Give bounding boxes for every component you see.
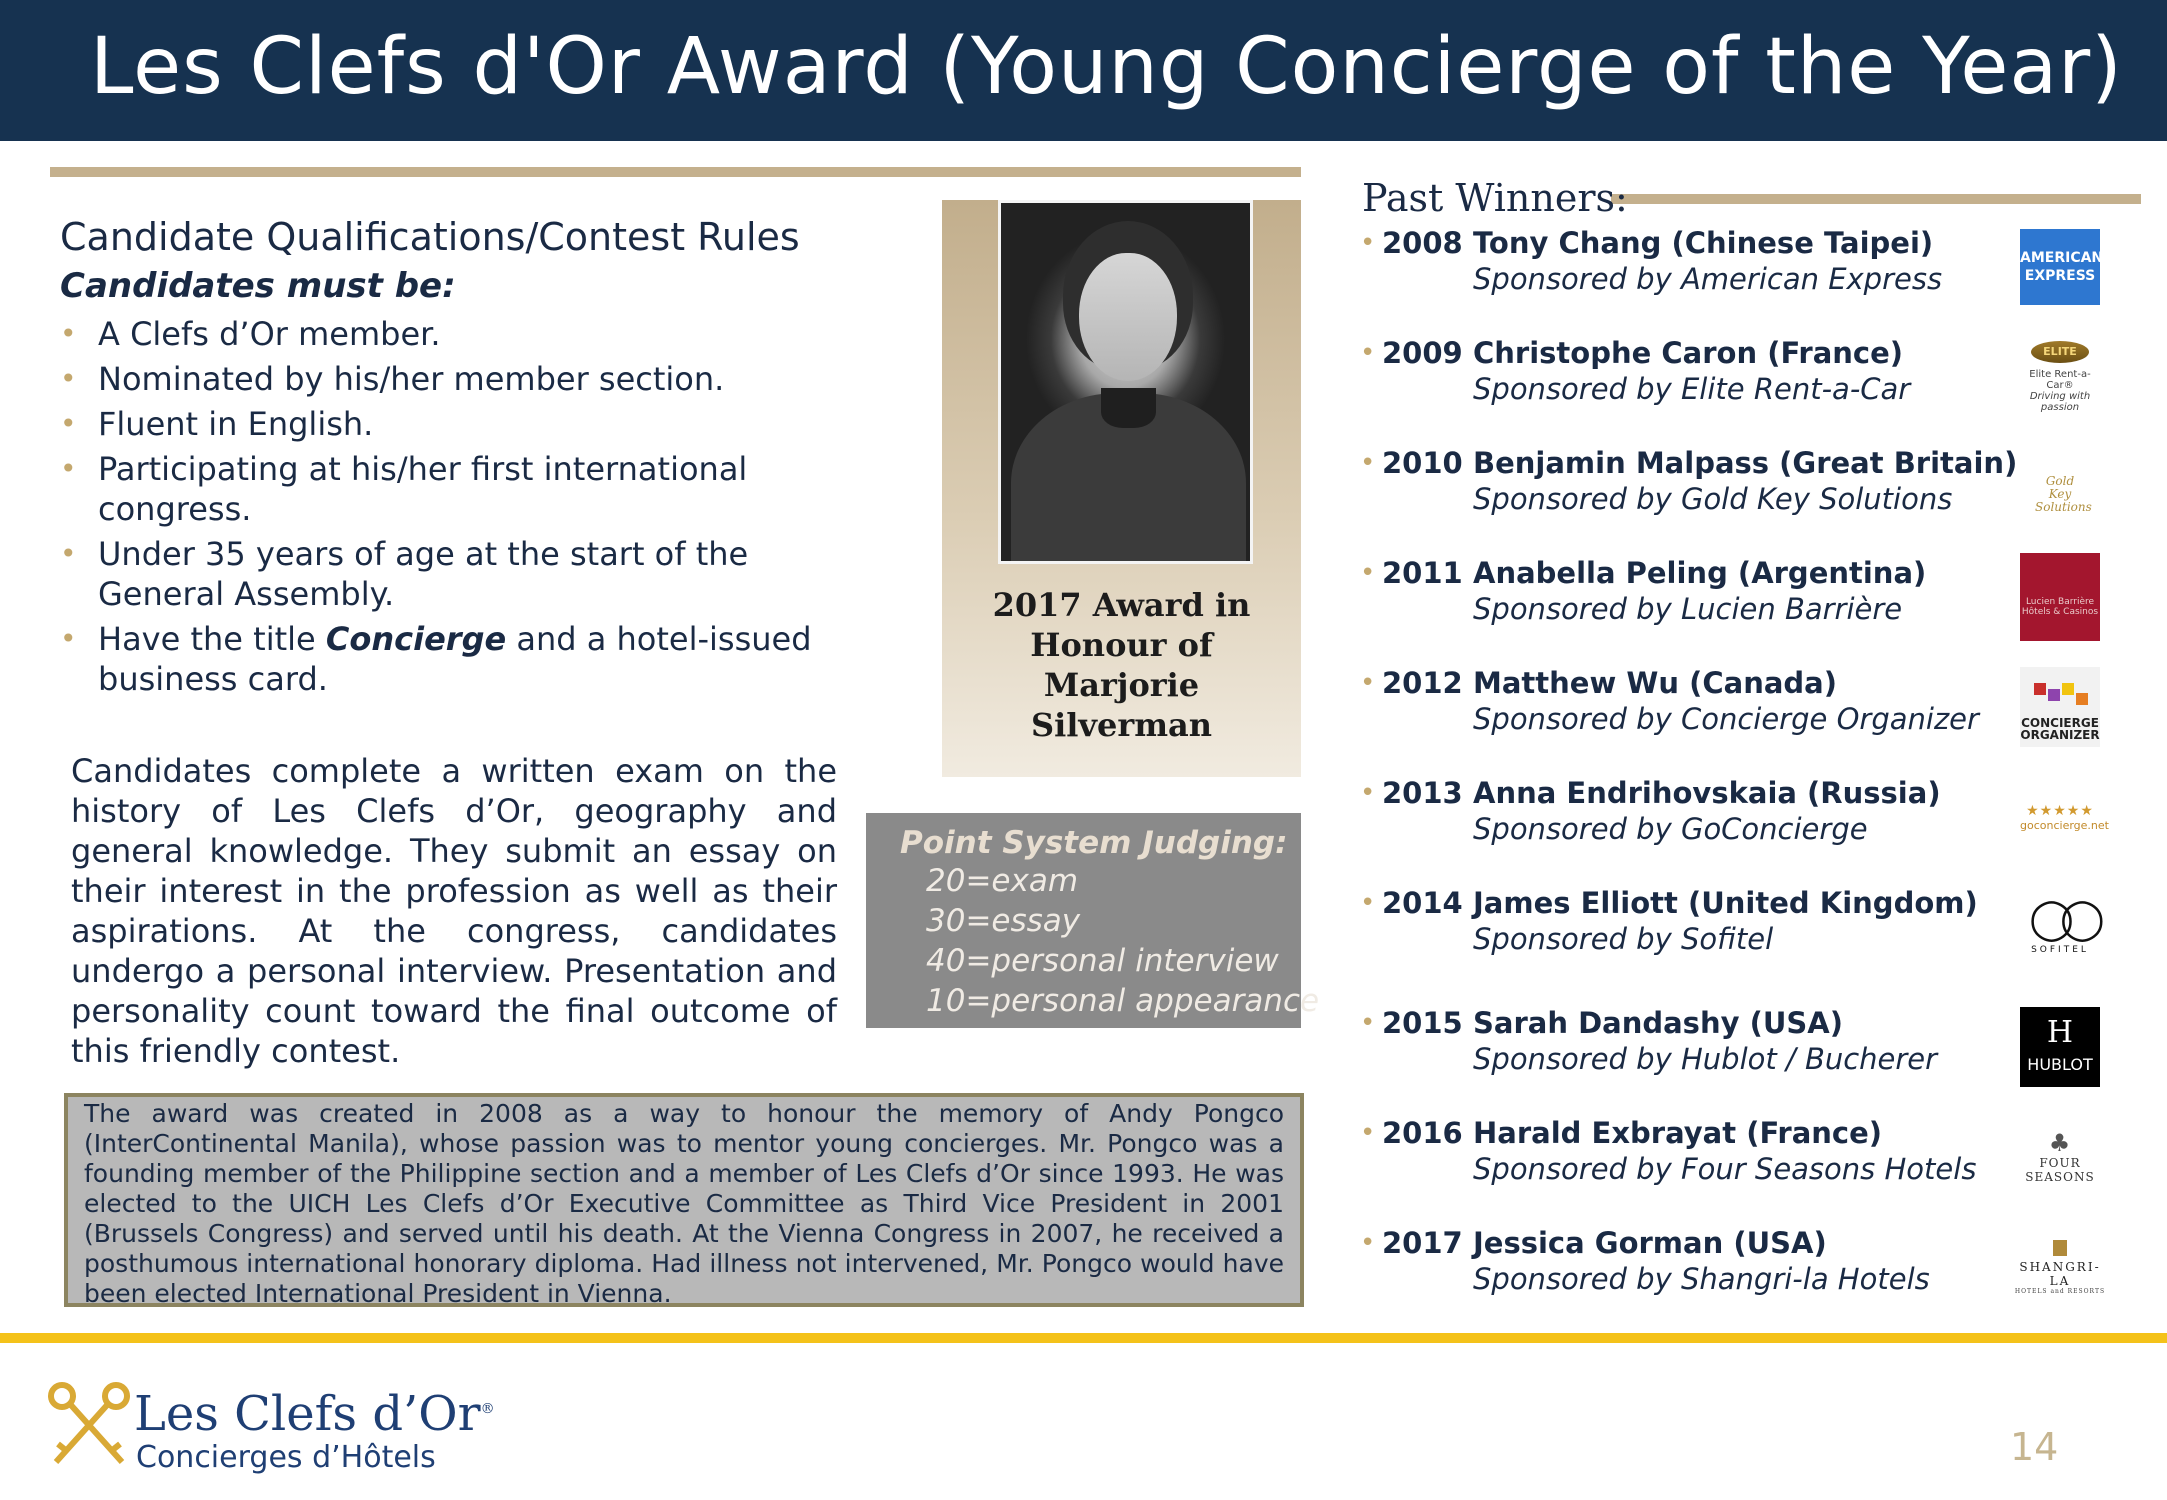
winner-year: 2009	[1382, 336, 1463, 370]
exam-description: Candidates complete a written exam on the history of Les Clefs d’Or, geography and general knowledge. They submit an essay on their interest in the profession as well as their aspirations. At the congress, candidates undergo a personal interview. Presentation and personality count toward the final outcome of this friendly contest.	[71, 752, 837, 1070]
winner-item	[1360, 1006, 2150, 1106]
portrait-collar	[1101, 388, 1156, 428]
registered-mark: ®	[480, 1401, 495, 1417]
point-system-box	[866, 813, 1320, 1028]
qualification-item: • Participating at his/her first international congress.	[60, 449, 860, 529]
logo-subtext: Elite Rent-a-Car®	[2029, 369, 2091, 391]
winner-sponsor: Sponsored by Shangri-la Hotels	[1473, 1262, 1930, 1296]
divider-rule-left	[50, 167, 1301, 177]
logo-fourseasons	[2010, 1130, 2110, 1184]
winner-sponsor: Sponsored by Concierge Organizer	[1473, 702, 1979, 736]
point-line: 20=exam	[926, 863, 1079, 899]
winner-name: Benjamin Malpass (Great Britain)	[1473, 446, 2018, 480]
logo-subtext: Solutions	[2035, 500, 2092, 514]
winner-sponsor: Sponsored by Lucien Barrière	[1473, 592, 1903, 626]
sofitel-logo	[2010, 882, 2110, 972]
portrait-photo	[998, 200, 1253, 564]
logo-text: Gold Key	[2045, 474, 2075, 501]
logo-square	[2048, 689, 2060, 701]
bullet-icon: •	[1360, 1118, 1376, 1148]
winner-item	[1360, 666, 2150, 766]
point-line: 10=personal appearance	[926, 983, 1320, 1019]
winner-name: Harald Exbrayat (France)	[1473, 1116, 1883, 1150]
qualifications-heading: Candidate Qualifications/Contest Rules	[60, 215, 800, 259]
logo-sofitel	[2020, 896, 2100, 955]
title-banner	[0, 0, 2167, 141]
bullet-icon: •	[1360, 1228, 1376, 1258]
logo-text: ELITE	[2031, 341, 2089, 363]
honour-caption-line: Marjorie	[1043, 666, 1200, 704]
bullet-icon: •	[1360, 338, 1376, 368]
qualifications-subheading: Candidates must be:	[60, 266, 456, 306]
logo-goconcierge	[2020, 802, 2109, 832]
four-seasons-tree-icon: ♣	[2048, 1129, 2072, 1157]
qualification-item: • Under 35 years of age at the start of the General Assembly.	[60, 534, 860, 614]
bullet-icon: •	[1360, 778, 1376, 808]
qualification-text-pre: Have the title	[98, 620, 326, 658]
winner-sponsor: Sponsored by Four Seasons Hotels	[1473, 1152, 1977, 1186]
logo-square	[2062, 683, 2074, 695]
qualification-item: • Fluent in English.	[60, 404, 860, 444]
logo-text: FOUR SEASONS	[2025, 1156, 2095, 1184]
qualification-item: • Nominated by his/her member section.	[60, 359, 860, 399]
logo-text: HUBLOT	[2027, 1055, 2093, 1074]
logo-shangri	[2010, 1240, 2110, 1295]
past-winners-title: Past Winners:	[1362, 176, 1628, 220]
winner-year: 2016	[1382, 1116, 1463, 1150]
logo-text: Lucien Barrière	[2025, 597, 2095, 607]
logo-elite	[2020, 341, 2100, 413]
bullet-icon: •	[1360, 888, 1376, 918]
crossed-keys-icon	[44, 1380, 134, 1472]
brand-tagline: Concierges d’Hôtels	[136, 1440, 436, 1475]
logo-lucien	[2020, 553, 2100, 641]
winner-year: 2013	[1382, 776, 1463, 810]
hublot-logo	[2010, 1002, 2110, 1092]
winner-name: Anna Endrihovskaia (Russia)	[1473, 776, 1941, 810]
honour-panel	[942, 200, 1301, 777]
winner-name: Christophe Caron (France)	[1473, 336, 1904, 370]
four-seasons-logo	[2010, 1112, 2110, 1202]
slide-title: Les Clefs d'Or Award (Young Concierge of the Year)	[90, 22, 2123, 112]
brand-name-text: Les Clefs d’Or	[134, 1386, 481, 1442]
footer-gold-band	[0, 1333, 2167, 1343]
divider-rule-right	[1611, 194, 2141, 204]
logo-subtext: HOTELS and RESORTS	[2014, 1287, 2106, 1295]
winner-sponsor: Sponsored by Sofitel	[1473, 922, 1774, 956]
logo-hublot	[2020, 1007, 2100, 1087]
honour-caption-line: 2017 Award in	[992, 586, 1251, 624]
winner-year: 2014	[1382, 886, 1463, 920]
bullet-icon: •	[1360, 448, 1376, 478]
winner-name: James Elliott (United Kingdom)	[1473, 886, 1978, 920]
logo-subtext: ORGANIZER	[2020, 728, 2100, 742]
elite-rent-a-car-logo	[2010, 332, 2110, 422]
stars-icon: ★★★★★	[2026, 802, 2094, 819]
winner-name: Sarah Dandashy (USA)	[1473, 1006, 1843, 1040]
winner-item	[1360, 446, 2150, 546]
winner-item	[1360, 336, 2150, 436]
logo-text: SOFITEL	[2031, 945, 2089, 955]
bullet-icon: •	[1360, 558, 1376, 588]
award-history-text: The award was created in 2008 as a way to honour the memory of Andy Pongco (InterContinental Manila), whose passion was to mentor young concierges. Mr. Pongco was a founding member of the Philippine section and a member of Les Clefs d’Or since 1993. He was elected to the UICH Les Clefs d’Or Executive Committee as Third Vice President in 2001 (Brussels Congress) and served until his death. At the Vienna Congress in 2007, he received a posthumous international honorary diploma. Had illness not intervened, Mr. Pongco would have been elected International President in Vienna.	[84, 1099, 1284, 1308]
winner-item	[1360, 556, 2150, 656]
qualification-item	[60, 619, 860, 699]
goconcierge-logo	[2010, 772, 2110, 862]
american-express-logo	[2010, 222, 2110, 312]
qualifications-list	[60, 314, 860, 704]
award-history-box	[64, 1093, 1304, 1307]
qualification-emphasis: Concierge	[325, 620, 507, 658]
winner-sponsor: Sponsored by Elite Rent-a-Car	[1473, 372, 1911, 406]
point-line: 40=personal interview	[926, 943, 1279, 979]
winner-item	[1360, 776, 2150, 876]
logo-subtext: Hôtels & Casinos	[2021, 607, 2099, 617]
winner-year: 2017	[1382, 1226, 1463, 1260]
logo-text: AMERICAN EXPRESS	[2020, 229, 2100, 305]
winner-year: 2015	[1382, 1006, 1463, 1040]
logo-goldkey	[2035, 447, 2092, 527]
winner-item	[1360, 886, 2150, 986]
gold-key-solutions-logo	[2010, 442, 2110, 532]
winner-sponsor: Sponsored by American Express	[1473, 262, 1943, 296]
bullet-icon: •	[1360, 1008, 1376, 1038]
winner-item	[1360, 1116, 2150, 1216]
logo-square	[2076, 693, 2088, 705]
winner-year: 2010	[1382, 446, 1463, 480]
winner-name: Jessica Gorman (USA)	[1473, 1226, 1827, 1260]
winner-name: Anabella Peling (Argentina)	[1473, 556, 1927, 590]
concierge-organizer-logo	[2010, 662, 2110, 752]
shangri-la-mark-icon	[2053, 1240, 2067, 1256]
bullet-icon: •	[1360, 668, 1376, 698]
page-number: 14	[2010, 1425, 2059, 1469]
winner-item	[1360, 1226, 2150, 1326]
qualification-text-post: and a hotel-issued business card.	[98, 620, 812, 698]
winner-name: Matthew Wu (Canada)	[1473, 666, 1837, 700]
logo-square	[2034, 683, 2046, 695]
winner-sponsor: Sponsored by Hublot / Bucherer	[1473, 1042, 1938, 1076]
qualification-item: • A Clefs d’Or member.	[60, 314, 860, 354]
les-clefs-dor-logo	[44, 1380, 495, 1475]
honour-caption-line: Silverman	[1030, 706, 1213, 744]
winner-item	[1360, 226, 2150, 326]
winner-sponsor: Sponsored by GoConcierge	[1473, 812, 1868, 846]
hublot-h-icon: H	[2046, 1015, 2074, 1050]
sofitel-rings-icon: ◯◯	[2029, 896, 2091, 942]
bullet-icon: •	[1360, 228, 1376, 258]
honour-caption-line: Honour of	[1030, 626, 1213, 664]
portrait-face	[1079, 253, 1177, 381]
winner-year: 2012	[1382, 666, 1463, 700]
winner-name: Tony Chang (Chinese Taipei)	[1473, 226, 1934, 260]
lucien-barriere-logo	[2010, 552, 2110, 642]
winner-sponsor: Sponsored by Gold Key Solutions	[1473, 482, 1953, 516]
honour-caption	[942, 585, 1301, 745]
winner-year: 2011	[1382, 556, 1463, 590]
logo-concierge	[2020, 667, 2100, 747]
logo-text: CONCIERGE	[2021, 716, 2099, 730]
point-line: 30=essay	[926, 903, 1081, 939]
winner-year: 2008	[1382, 226, 1463, 260]
logo-subtext: Driving with passion	[2029, 391, 2091, 413]
point-system-title: Point System Judging:	[900, 825, 1288, 861]
logo-text: goconcierge.net	[2020, 818, 2109, 832]
brand-name	[134, 1386, 495, 1442]
logo-text: SHANGRI-LA	[2019, 1259, 2101, 1288]
shangri-la-logo	[2010, 1222, 2110, 1312]
